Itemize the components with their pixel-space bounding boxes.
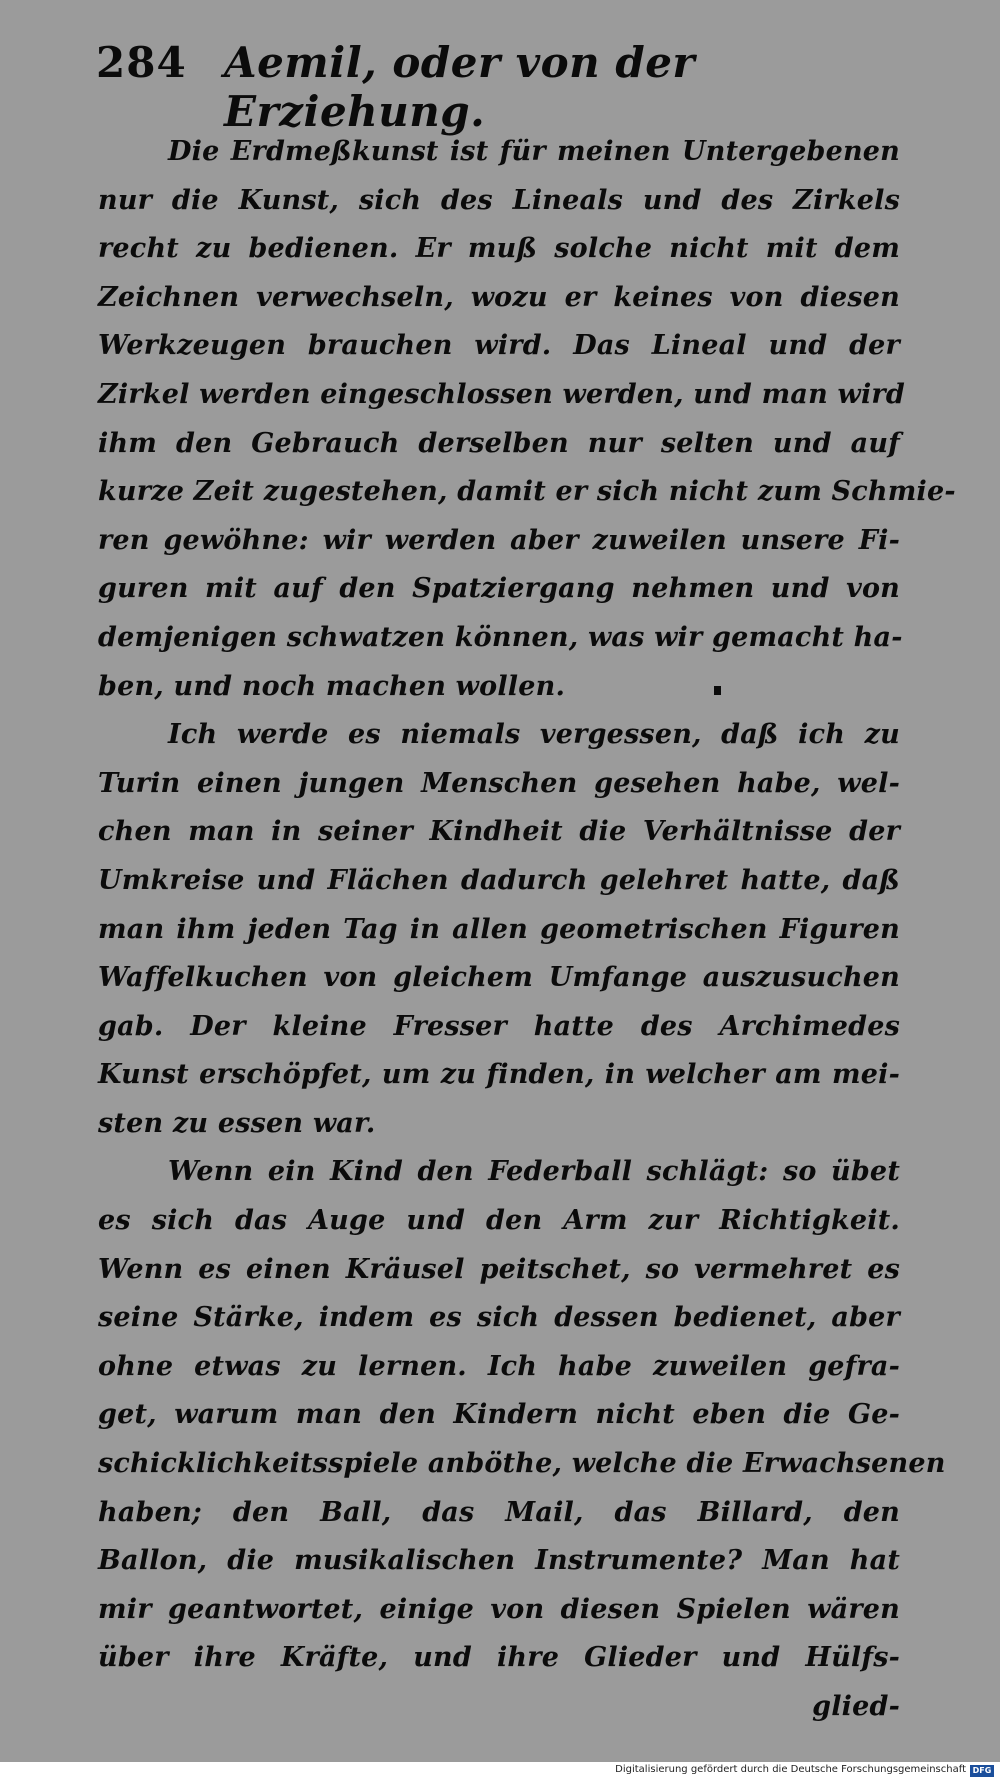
text-line: Wenn ein Kind den Federball schlägt: so übet bbox=[168, 1156, 900, 1188]
text-line: Werkzeugen brauchen wird. Das Lineal und der bbox=[98, 330, 900, 362]
text-line: Umkreise und Flächen dadurch gelehret hatte, daß bbox=[98, 864, 900, 896]
text-line: schicklichkeitsspiele anböthe, welche die Erwachsenen bbox=[98, 1448, 946, 1480]
text-line: gab. Der kleine Fresser hatte des Archimedes bbox=[98, 1010, 900, 1042]
text-line: Waffelkuchen von gleichem Umfange auszusuchen bbox=[98, 962, 900, 994]
text-line: ohne etwas zu lernen. Ich habe zuweilen gefra- bbox=[98, 1350, 900, 1382]
text-line: man ihm jeden Tag in allen geometrischen Figuren bbox=[98, 913, 900, 945]
text-line: Ballon, die musikalischen Instrumente? Man hat bbox=[98, 1545, 900, 1577]
text-line: Die Erdmeßkunst ist für meinen Untergebenen bbox=[168, 136, 900, 167]
text-line: Zirkel werden eingeschlossen werden, und man wird bbox=[98, 378, 905, 410]
ink-speck bbox=[714, 686, 721, 695]
text-line: kurze Zeit zugestehen, damit er sich nicht zum Schmie- bbox=[98, 476, 956, 508]
text-line: sten zu essen war. bbox=[98, 1107, 376, 1139]
text-line: ren gewöhne: wir werden aber zuweilen unsere Fi- bbox=[98, 524, 900, 556]
text-line: get, warum man den Kindern nicht eben die Ge- bbox=[98, 1399, 900, 1431]
text-line: guren mit auf den Spatziergang nehmen und von bbox=[98, 573, 900, 605]
text-line: demjenigen schwatzen können, was wir gemacht ha- bbox=[98, 621, 903, 653]
text-line: recht zu bedienen. Er muß solche nicht mit dem bbox=[98, 233, 900, 265]
page-number: 284 bbox=[96, 38, 187, 87]
text-line: seine Stärke, indem es sich dessen bedienet, aber bbox=[98, 1302, 900, 1334]
text-line: ben, und noch machen wollen. bbox=[98, 670, 566, 702]
body-text bbox=[98, 128, 956, 1732]
dfg-logo-icon: DFG bbox=[970, 1765, 994, 1777]
text-line: chen man in seiner Kindheit die Verhältnisse der bbox=[98, 816, 900, 848]
text-line: Turin einen jungen Menschen gesehen habe, wel- bbox=[98, 767, 900, 799]
text-line: es sich das Auge und den Arm zur Richtigkeit. bbox=[98, 1205, 900, 1237]
digitization-footer bbox=[0, 1762, 1000, 1780]
text-line: haben; den Ball, das Mail, das Billard, den bbox=[98, 1496, 900, 1528]
text-line: Ich werde es niemals vergessen, daß ich zu bbox=[168, 719, 900, 751]
page-header bbox=[96, 38, 916, 136]
text-line: Kunst erschöpfet, um zu finden, in welcher am mei- bbox=[98, 1059, 900, 1091]
catchword: glied- bbox=[812, 1691, 900, 1722]
footer-credit: Digitalisierung gefördert durch die Deutsche Forschungsgemeinschaft bbox=[615, 1764, 966, 1775]
text-line: Zeichnen verwechseln, wozu er keines von diesen bbox=[98, 281, 900, 313]
text-line: nur die Kunst, sich des Lineals und des Zirkels bbox=[98, 184, 900, 216]
text-line: Wenn es einen Kräusel peitschet, so vermehret es bbox=[98, 1253, 900, 1285]
running-title: Aemil, oder von der Erziehung. bbox=[224, 38, 696, 136]
text-line: mir geantwortet, einige von diesen Spielen wären bbox=[98, 1593, 900, 1625]
text-line: über ihre Kräfte, und ihre Glieder und Hülfs- bbox=[98, 1642, 900, 1674]
text-line: ihm den Gebrauch derselben nur selten und auf bbox=[98, 427, 900, 459]
